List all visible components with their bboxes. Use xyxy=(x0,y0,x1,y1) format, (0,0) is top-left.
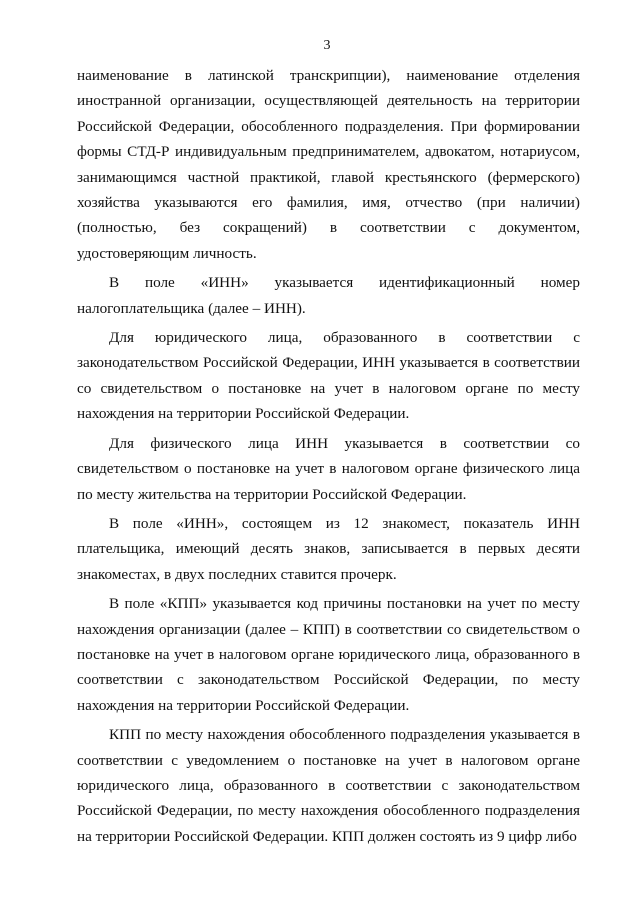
page-number: 3 xyxy=(323,38,331,53)
document-body xyxy=(77,63,580,849)
paragraph-inn-legal-entity: Для юридического лица, образованного в соответствии с законодательством Российской Федерации, ИНН указывается в соответствии со свидетельством о постановке на учет в налоговом органе по месту нахождения на территории Российской Федерации. xyxy=(77,329,580,423)
paragraph-inn-twelve-places: В поле «ИНН», состоящем из 12 знакомест, показатель ИНН плательщика, имеющий десять знаков, записывается в первых десяти знакоместах, в двух последних ставится прочерк. xyxy=(77,514,580,583)
paragraph-organization-name: наименование в латинской транскрипции), наименование отделения иностранной организации, осуществляющей деятельность на территории Российской Федерации, обособленного подразделения. При формировании формы СТД-Р индивидуальным предпринимателем, адвокатом, нотариусом, занимающимся частной практикой, главой крестьянского (фермерского) хозяйства указываются его фамилия, имя, отчество (при наличии) (полностью, без сокращений) в соответствии с документом, удостоверяющим личность. xyxy=(77,67,580,262)
paragraph-kpp-subdivision: КПП по месту нахождения обособленного подразделения указывается в соответствии с уведомлением о постановке на учет в налоговом органе юридического лица, образованного в соответствии с законодательством Российской Федерации, по месту нахождения обособленного подразделения на территории Российской Федерации. КПП должен состоять из 9 цифр либо xyxy=(77,726,580,845)
paragraph-inn-field: В поле «ИНН» указывается идентификационный номер налогоплательщика (далее – ИНН). xyxy=(77,274,580,317)
paragraph-inn-individual: Для физического лица ИНН указывается в соответствии со свидетельством о постановке на учет в налоговом органе физического лица по месту жительства на территории Российской Федерации. xyxy=(77,434,580,503)
paragraph-kpp-field: В поле «КПП» указывается код причины постановки на учет по месту нахождения организации (далее – КПП) в соответствии со свидетельством о постановке на учет в налоговом органе юридического лица, образованного в соответствии с законодательством Российской Федерации, по месту нахождения на территории Российской Федерации. xyxy=(77,595,580,714)
